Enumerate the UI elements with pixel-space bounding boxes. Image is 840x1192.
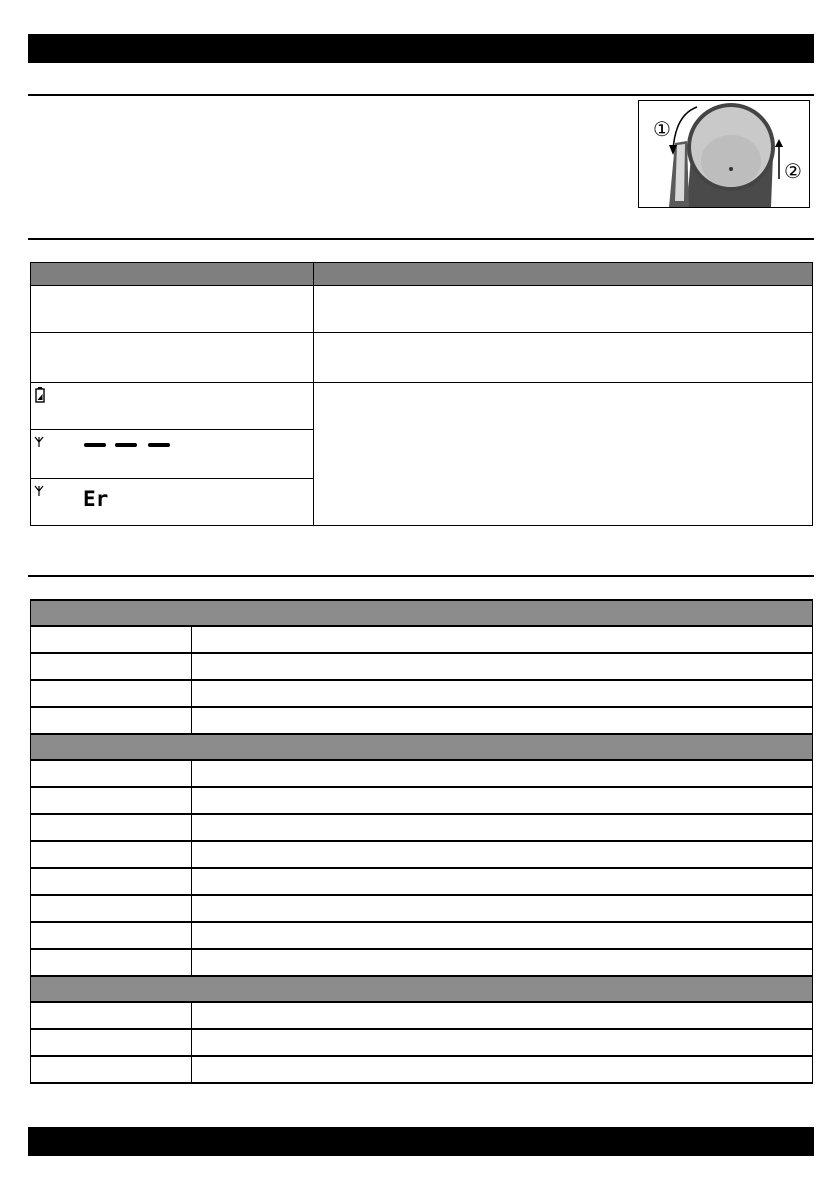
status-col-2 <box>314 263 813 286</box>
funnel-hole <box>729 167 733 171</box>
spec-row <box>31 707 813 734</box>
spec-section-header <box>31 734 813 760</box>
spec-row <box>31 680 813 707</box>
spec-row <box>31 626 813 653</box>
step-1-label: ① <box>653 117 671 141</box>
spec-row <box>31 949 813 976</box>
spec-row <box>31 814 813 841</box>
header-bar <box>28 34 814 63</box>
status-table <box>30 262 813 526</box>
spec-row <box>31 1029 813 1056</box>
rain-collector-figure <box>638 100 810 208</box>
antenna-icon <box>34 485 44 497</box>
svg-text:Er: Er <box>83 487 109 509</box>
spec-row <box>31 841 813 868</box>
spec-row <box>31 653 813 680</box>
status-text <box>314 333 813 383</box>
error-display <box>83 487 119 509</box>
status-col-1 <box>31 263 314 286</box>
spec-row <box>31 1056 813 1083</box>
spec-row <box>31 1002 813 1029</box>
status-row <box>31 383 813 430</box>
status-symbol <box>31 286 314 333</box>
status-row <box>31 333 813 383</box>
battery-icon <box>35 387 45 403</box>
signal-error-row <box>31 479 314 526</box>
funnel-shade <box>701 135 761 187</box>
battery-row <box>31 383 314 430</box>
spec-row <box>31 787 813 814</box>
spec-table <box>30 599 813 1084</box>
section-rule-3 <box>28 575 814 577</box>
spec-row <box>31 760 813 787</box>
lift-arrowhead-icon <box>775 139 783 147</box>
dash-segments <box>84 442 174 448</box>
rain-collector-illustration <box>639 101 809 207</box>
status-row <box>31 286 813 333</box>
status-table-header <box>31 263 813 286</box>
spec-row <box>31 868 813 895</box>
signal-lost-row <box>31 430 314 479</box>
spec-section-header <box>31 600 813 626</box>
spec-section-header <box>31 976 813 1002</box>
step-2-label: ② <box>784 159 802 183</box>
spec-row <box>31 922 813 949</box>
section-rule-1 <box>28 94 814 96</box>
status-text <box>314 383 813 526</box>
spec-row <box>31 895 813 922</box>
antenna-icon <box>34 436 44 448</box>
status-text <box>314 286 813 333</box>
section-rule-2 <box>28 238 814 240</box>
footer-bar <box>28 1127 814 1156</box>
status-symbol <box>31 333 314 383</box>
